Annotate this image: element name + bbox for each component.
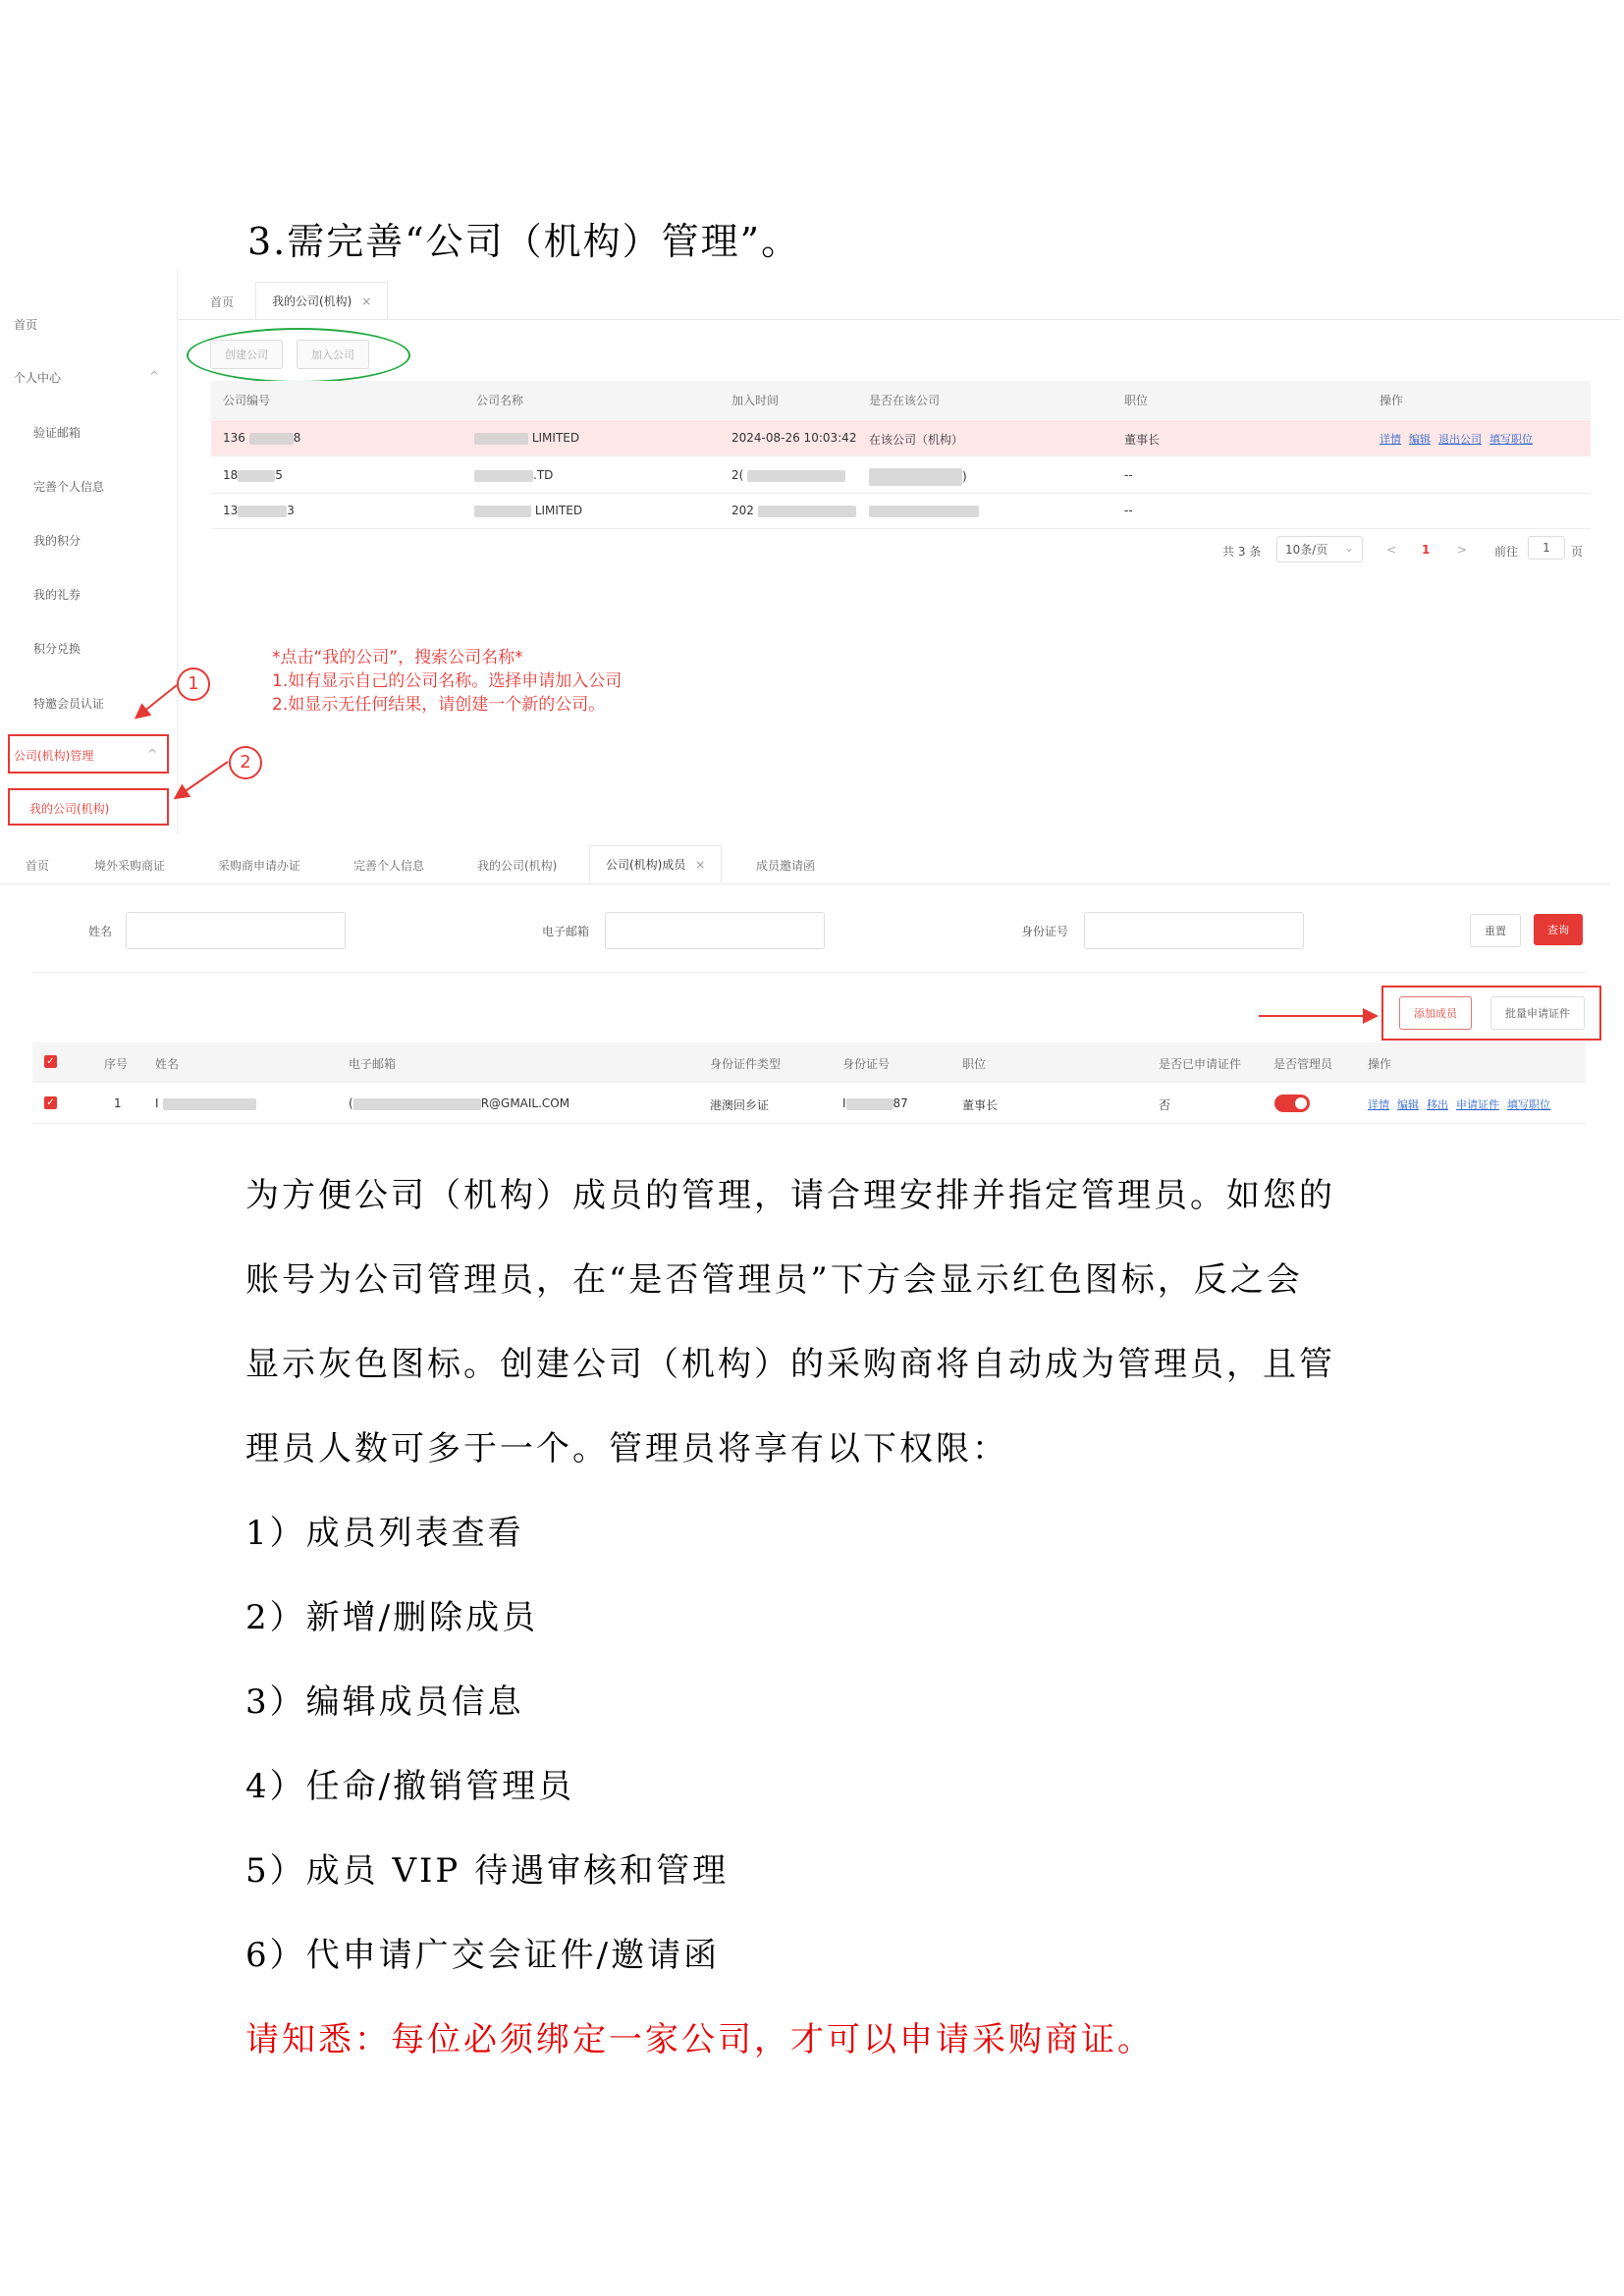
cell-email-start: ( [349, 1096, 353, 1110]
col-actions: 操作 [1380, 394, 1404, 407]
permission-item: 2）新增/删除成员 [245, 1598, 539, 1637]
tab-home[interactable]: 首页 [26, 859, 50, 873]
tab-my-company[interactable] [255, 282, 388, 319]
col-email: 电子邮箱 [349, 1057, 397, 1071]
cell-position: 董事长 [962, 1098, 999, 1112]
close-icon[interactable]: × [361, 294, 372, 308]
table-row[interactable] [211, 493, 1591, 529]
cell-id-end: 5 [275, 468, 283, 482]
tab-label: 我的公司(机构) [272, 294, 352, 308]
col-id-type: 身份证件类型 [710, 1057, 782, 1071]
tab-invitation[interactable]: 成员邀请函 [756, 859, 816, 873]
section-heading: 3.需完善“公司（机构）管理”。 [247, 220, 801, 263]
permission-item: 3）编辑成员信息 [245, 1682, 524, 1722]
cell-id-end: 8 [293, 431, 301, 445]
annotation-arrows [118, 667, 255, 825]
step-marker-1: 1 [177, 667, 210, 701]
annotation-ellipse [187, 328, 410, 383]
tab-overseas-pass[interactable]: 境外采购商证 [94, 859, 166, 873]
join-company-button[interactable]: 加入公司 [297, 340, 369, 369]
admin-toggle[interactable] [1274, 1095, 1310, 1112]
cell-company-name: LIMITED [531, 431, 580, 445]
table-row[interactable] [211, 420, 1591, 456]
apply-pass-link[interactable]: 申请证件 [1456, 1098, 1499, 1111]
id-input[interactable] [1084, 912, 1304, 949]
col-is-admin: 是否管理员 [1273, 1057, 1333, 1071]
annotation-note [272, 646, 622, 717]
table-header [32, 1042, 1586, 1083]
edit-link[interactable]: 编辑 [1397, 1098, 1419, 1111]
sidebar-item-profile[interactable]: 完善个人信息 [33, 480, 105, 494]
filter-email-label: 电子邮箱 [542, 925, 590, 938]
detail-link[interactable]: 详情 [1368, 1098, 1389, 1111]
cell-join-time: 2024-08-26 10:03:42 [731, 431, 857, 445]
prev-page-icon[interactable]: < [1386, 543, 1397, 557]
notice-text: 请知悉：每位必须绑定一家公司，才可以申请采购商证。 [245, 2020, 1154, 2059]
col-id-no: 身份证号 [842, 1057, 891, 1071]
col-position: 职位 [1124, 394, 1149, 407]
col-position: 职位 [962, 1057, 987, 1071]
create-company-button[interactable]: 创建公司 [210, 340, 283, 369]
cell-position: -- [1124, 504, 1133, 517]
goto-label: 前往 [1494, 545, 1519, 559]
edit-link[interactable]: 编辑 [1409, 433, 1431, 446]
step-marker-2: 2 [229, 746, 262, 779]
col-no: 序号 [104, 1057, 129, 1071]
paragraph-line-4: 理员人数可多于一个。管理员将享有以下权限： [245, 1429, 1008, 1468]
cell-id-type: 港澳回乡证 [710, 1098, 770, 1112]
col-name: 姓名 [155, 1057, 180, 1071]
row-checkbox[interactable]: ✓ [44, 1096, 57, 1109]
tab-company-members[interactable] [589, 845, 722, 882]
chevron-up-icon: ^ [149, 369, 160, 383]
annotation-arrow [1257, 1001, 1384, 1031]
sidebar-item-vip-cert[interactable]: 特邀会员认证 [33, 697, 105, 711]
table-row[interactable] [211, 457, 1591, 494]
cell-no: 1 [114, 1096, 122, 1110]
annotation-line-2: 1.如有显示自己的公司名称。选择申请加入公司 [272, 671, 623, 691]
filter-name-label: 姓名 [88, 925, 113, 938]
cell-applied: 否 [1159, 1098, 1171, 1112]
tab-home[interactable]: 首页 [210, 295, 235, 309]
sidebar-item-company-manage[interactable]: 公司(机构)管理 [14, 749, 94, 763]
reset-button[interactable]: 重置 [1470, 914, 1521, 947]
fill-position-link[interactable]: 填写职位 [1489, 433, 1533, 446]
paragraph-line-1: 为方便公司（机构）成员的管理，请合理安排并指定管理员。如您的 [245, 1176, 1335, 1215]
chevron-down-icon: ⌄ [1343, 541, 1354, 555]
cell-position: -- [1124, 468, 1133, 482]
cell-name: I [155, 1096, 159, 1110]
filter-id-label: 身份证号 [1021, 925, 1069, 938]
page-size-label: 10条/页 [1285, 543, 1328, 557]
col-company-id: 公司编号 [223, 394, 271, 407]
col-company-name: 公司名称 [476, 394, 524, 407]
cell-join-time: 202 [731, 504, 754, 517]
query-button[interactable]: 查询 [1534, 914, 1583, 945]
leave-company-link[interactable]: 退出公司 [1438, 433, 1482, 446]
sidebar-item-points[interactable]: 我的积分 [33, 534, 81, 548]
cell-id-start: 18 [223, 468, 239, 482]
paragraph-line-2: 账号为公司管理员，在“是否管理员”下方会显示红色图标，反之会 [245, 1260, 1303, 1300]
pager-total: 共 3 条 [1222, 545, 1262, 559]
permission-item: 1）成员列表查看 [245, 1514, 524, 1553]
cell-id-end: 3 [287, 504, 295, 517]
cell-company-name: LIMITED [534, 504, 583, 517]
table-row[interactable] [32, 1084, 1586, 1124]
annotation-line-3: 2.如显示无任何结果，请创建一个新的公司。 [272, 695, 606, 715]
close-icon[interactable]: × [695, 858, 706, 872]
col-in-company: 是否在该公司 [869, 394, 941, 407]
chevron-up-icon: ^ [147, 747, 158, 761]
sidebar-item-coupons[interactable]: 我的礼券 [33, 588, 81, 602]
divider [32, 972, 1586, 973]
current-page[interactable]: 1 [1422, 543, 1431, 557]
next-page-icon[interactable]: > [1457, 543, 1468, 557]
permission-item: 6）代申请广交会证件/邀请函 [245, 1936, 721, 1975]
sidebar-item-verify-email[interactable]: 验证邮箱 [33, 426, 81, 440]
tab-my-company[interactable]: 我的公司(机构) [477, 859, 558, 873]
sidebar-item-exchange[interactable]: 积分兑换 [33, 642, 81, 656]
table-header [211, 381, 1591, 419]
cell-position: 董事长 [1124, 433, 1161, 447]
paragraph-line-3: 显示灰色图标。创建公司（机构）的采购商将自动成为管理员，且管 [245, 1345, 1335, 1384]
cell-id-start: 13 [223, 504, 239, 517]
tab-profile[interactable]: 完善个人信息 [353, 859, 425, 873]
sidebar-item-personal-center[interactable]: 个人中心 [14, 371, 62, 385]
col-applied: 是否已申请证件 [1159, 1057, 1242, 1071]
col-join-time: 加入时间 [731, 394, 780, 407]
sidebar-item-my-company[interactable]: 我的公司(机构) [29, 802, 110, 816]
fill-position-link[interactable]: 填写职位 [1507, 1098, 1550, 1111]
tab-bar-2 [0, 842, 1610, 884]
select-all-checkbox[interactable]: ✓ [44, 1055, 57, 1068]
cell-company-name: .TD [533, 468, 554, 482]
cell-status: 在该公司（机构） [869, 433, 964, 447]
detail-link[interactable]: 详情 [1380, 433, 1401, 446]
goto-page-input[interactable]: 1 [1528, 536, 1565, 560]
page-unit-label: 页 [1571, 545, 1584, 559]
batch-apply-button[interactable]: 批量申请证件 [1490, 996, 1585, 1030]
page-size-select[interactable] [1276, 536, 1363, 562]
cell-id-end: 87 [893, 1096, 908, 1110]
tab-label: 公司(机构)成员 [606, 858, 686, 872]
tab-apply-pass[interactable]: 采购商申请办证 [218, 859, 301, 873]
col-actions: 操作 [1368, 1057, 1392, 1071]
cell-email-end: R@GMAIL.COM [480, 1096, 570, 1110]
sidebar-item-home[interactable]: 首页 [14, 318, 38, 332]
name-input[interactable] [126, 912, 346, 949]
add-member-button[interactable]: 添加成员 [1399, 996, 1472, 1030]
cell-id-start: I [842, 1096, 846, 1110]
annotation-line-1: *点击“我的公司”，搜索公司名称* [272, 648, 523, 667]
cell-id-start: 136 [223, 431, 245, 445]
cell-status: ) [962, 469, 967, 484]
permission-item: 4）任命/撤销管理员 [245, 1767, 575, 1806]
remove-link[interactable]: 移出 [1427, 1098, 1448, 1111]
email-input[interactable] [605, 912, 825, 949]
permission-item: 5）成员 VIP 待遇审核和管理 [245, 1851, 730, 1891]
cell-join-time: 2( [731, 468, 744, 482]
tab-bar [177, 280, 1620, 320]
